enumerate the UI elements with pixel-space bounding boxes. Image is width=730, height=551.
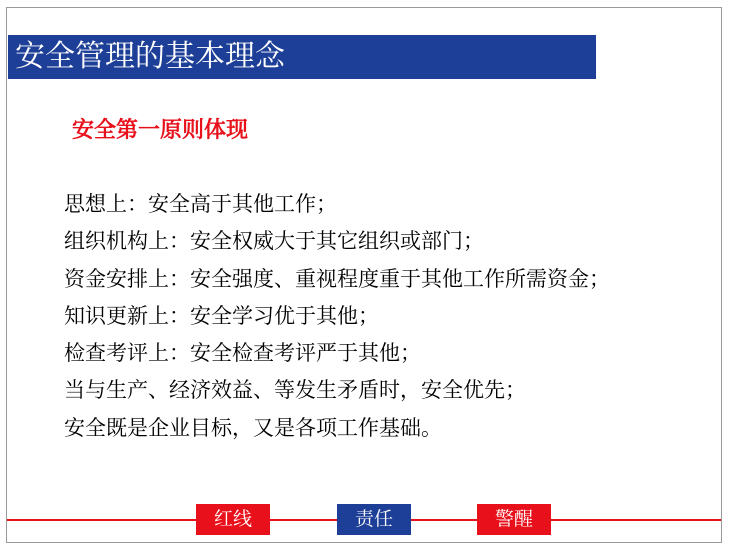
tag-responsibility: 责任 — [337, 504, 411, 535]
section-subtitle: 安全第一原则体现 — [72, 118, 249, 143]
list-item: 知识更新上：安全学习优于其他； — [64, 303, 379, 328]
list-item: 思想上：安全高于其他工作； — [64, 192, 337, 216]
slide-title: 安全管理的基本理念 — [15, 39, 285, 74]
principle-list — [64, 186, 610, 447]
tag-alert: 警醒 — [477, 504, 551, 535]
list-item: 检查考评上：安全检查考评严于其他； — [64, 341, 421, 366]
list-item: 当与生产、经济效益、等发生矛盾时，安全优先； — [64, 378, 526, 403]
title-bar — [8, 35, 596, 79]
tag-red-line: 红线 — [196, 504, 270, 535]
list-item: 资金安排上：安全强度、重视程度重于其他工作所需资金； — [64, 266, 610, 291]
list-item: 安全既是企业目标，又是各项工作基础。 — [64, 415, 442, 440]
list-item: 组织机构上：安全权威大于其它组织或部门； — [64, 229, 484, 254]
